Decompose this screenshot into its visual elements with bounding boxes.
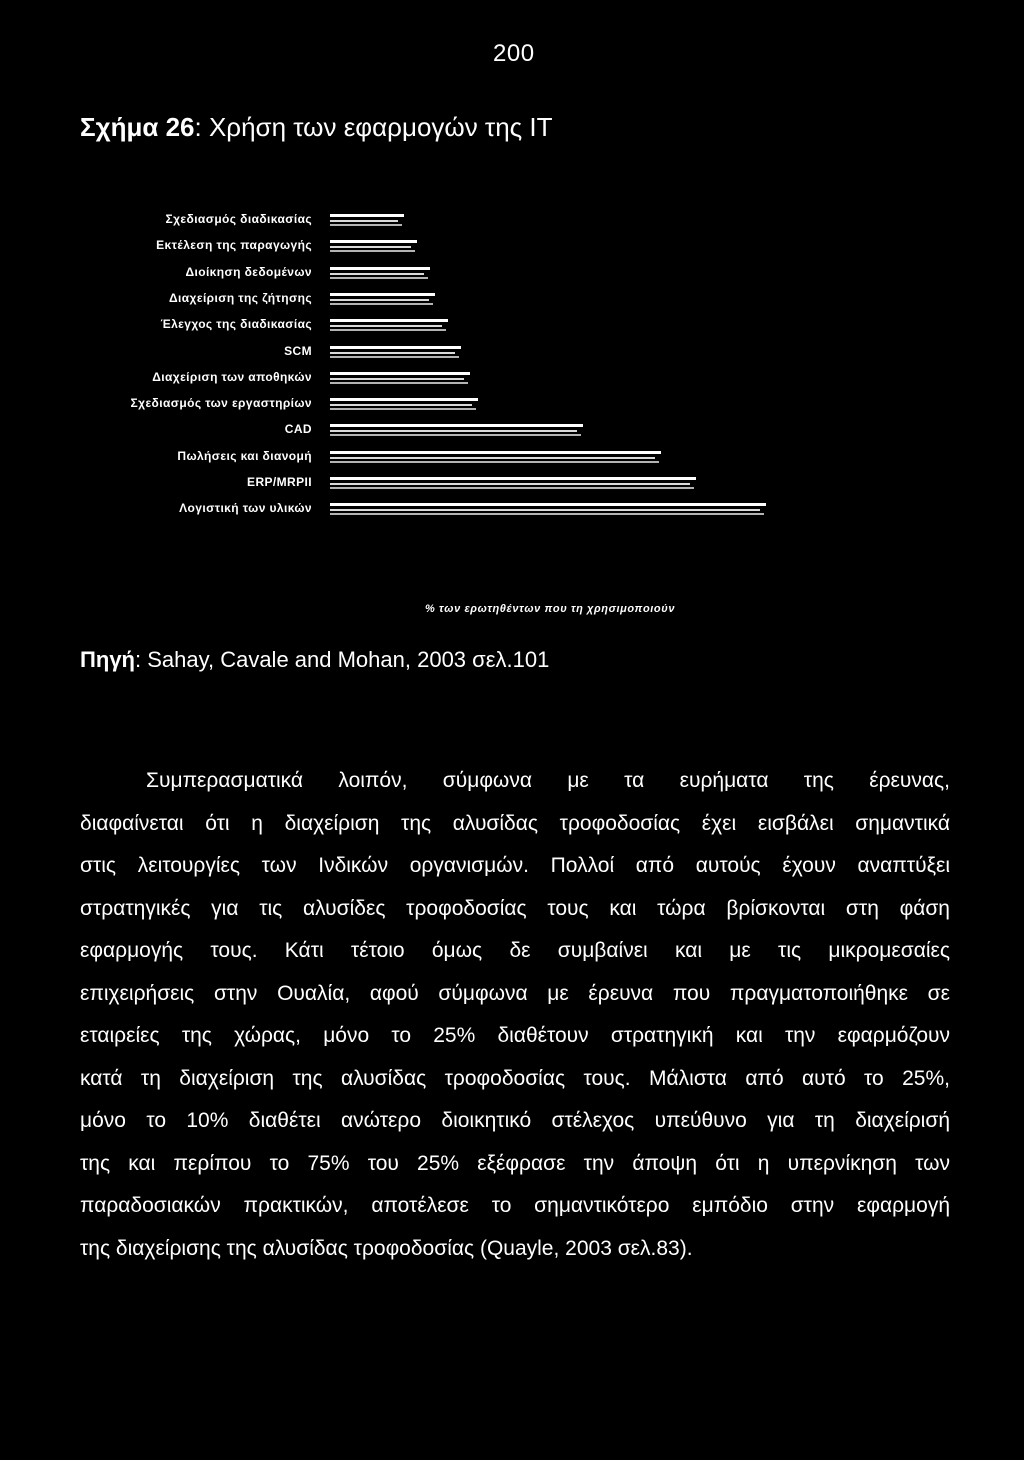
bar-stroke bbox=[330, 404, 472, 406]
bar-stroke bbox=[330, 434, 581, 436]
bar-stroke bbox=[330, 214, 404, 217]
bar-stroke bbox=[330, 329, 446, 331]
bar-stroke bbox=[330, 424, 583, 427]
bar-stroke bbox=[330, 319, 448, 322]
bar-stroke bbox=[330, 408, 476, 410]
bar-stroke bbox=[330, 346, 461, 349]
bar-stroke bbox=[330, 267, 430, 270]
bar bbox=[330, 267, 430, 279]
figure-title-number: Σχήμα 26 bbox=[80, 112, 195, 142]
paragraph-line: παραδοσιακών πρακτικών, αποτέλεσε το σημαντικότερο εμπόδιο στην εφαρμογή bbox=[80, 1194, 950, 1217]
bar-stroke bbox=[330, 250, 415, 252]
bar bbox=[330, 319, 448, 331]
paragraph-line: εταιρείες της χώρας, μόνο το 25% διαθέτουν στρατηγική και την εφαρμόζουν bbox=[80, 1024, 950, 1047]
paragraph-line: της διαχείρισης της αλυσίδας τροφοδοσίας (Quayle, 2003 σελ.83). bbox=[80, 1236, 693, 1260]
bar-stroke bbox=[330, 273, 424, 275]
body-paragraph bbox=[80, 760, 950, 1270]
x-axis-label: % των ερωτηθέντων που τη χρησιμοποιούν bbox=[425, 603, 676, 615]
bar-category-label: Σχεδιασμός των εργαστηρίων bbox=[130, 396, 312, 411]
bar-category-label: Σχεδιασμός διαδικασίας bbox=[165, 212, 312, 226]
bar-stroke bbox=[330, 240, 417, 243]
bar bbox=[330, 477, 696, 489]
paragraph-line: της και περίπου το 75% του 25% εξέφρασε την άποψη ότι η υπερνίκηση των bbox=[80, 1151, 950, 1175]
paragraph-line: Συμπερασματικά λοιπόν, σύμφωνα με τα ευρήματα της έρευνας, bbox=[146, 769, 950, 792]
paragraph-line: κατά τη διαχείριση της αλυσίδας τροφοδοσίας τους. Μάλιστα από αυτό το 25%, bbox=[80, 1066, 950, 1090]
bar-category-label: ERP/MRPII bbox=[247, 475, 312, 489]
bar-category-label: Εκτέλεση της παραγωγής bbox=[156, 238, 312, 253]
bar-stroke bbox=[330, 503, 766, 506]
bar bbox=[330, 240, 417, 252]
page-number: 200 bbox=[493, 40, 535, 67]
bar-category-label: Λογιστική των υλικών bbox=[179, 501, 312, 516]
bar bbox=[330, 503, 766, 515]
bar-stroke bbox=[330, 372, 470, 375]
bar bbox=[330, 214, 404, 226]
bar-stroke bbox=[330, 246, 411, 248]
bar-stroke bbox=[330, 398, 478, 401]
bar-stroke bbox=[330, 303, 433, 305]
bar-category-label: Διαχείριση της ζήτησης bbox=[169, 290, 312, 305]
bar-stroke bbox=[330, 382, 468, 384]
figure-title-text: : Χρήση των εφαρμογών της IT bbox=[194, 112, 553, 142]
bar-stroke bbox=[330, 378, 464, 380]
bar-stroke bbox=[330, 224, 402, 226]
bar-category-label: CAD bbox=[284, 422, 312, 437]
paragraph-line: εφαρμογής τους. Κάτι τέτοιο όμως δε συμβαίνει και με τις μικρομεσαίες bbox=[80, 939, 950, 962]
paragraph-line: στρατηγικές για τις αλυσίδες τροφοδοσίας τους και τώρα βρίσκονται στη φάση bbox=[80, 896, 950, 920]
bar bbox=[330, 451, 661, 463]
bar-stroke bbox=[330, 325, 442, 327]
paragraph-line: διαφαίνεται ότι η διαχείριση της αλυσίδας τροφοδοσίας έχει εισβάλει σημαντικά bbox=[80, 811, 950, 835]
bar-stroke bbox=[330, 352, 455, 354]
bar-category-label: SCM bbox=[284, 343, 312, 358]
bar bbox=[330, 398, 478, 410]
paragraph-line: μόνο το 10% διαθέτει ανώτερο διοικητικό στέλεχος υπεύθυνο για τη διαχείρισή bbox=[80, 1109, 950, 1132]
bar-stroke bbox=[330, 299, 429, 301]
source-text: : Sahay, Cavale and Mohan, 2003 σελ.101 bbox=[135, 647, 550, 672]
figure-title bbox=[80, 112, 553, 143]
bar-category-label: Διαχείριση των αποθηκών bbox=[152, 369, 312, 384]
bar bbox=[330, 372, 470, 384]
bar bbox=[330, 293, 435, 305]
bar bbox=[330, 346, 461, 358]
bar-stroke bbox=[330, 356, 459, 358]
paragraph-line: στις λειτουργίες των Ινδικών οργανισμών. Πολλοί από αυτούς έχουν αναπτύξει bbox=[80, 854, 950, 877]
bar-category-label: Διοίκηση δεδομένων bbox=[185, 264, 312, 279]
bar-stroke bbox=[330, 293, 435, 296]
bar bbox=[330, 424, 583, 436]
bar-category-label: Πωλήσεις και διανομή bbox=[177, 448, 312, 463]
bar-category-label: Έλεγχος της διαδικασίας bbox=[160, 317, 312, 332]
figure-source bbox=[80, 647, 549, 673]
bar-stroke bbox=[330, 461, 659, 463]
paragraph-line: επιχειρήσεις στην Ουαλία, αφού σύμφωνα με έρευνα που πραγματοποιήθηκε σε bbox=[80, 981, 950, 1005]
bar-stroke bbox=[330, 277, 428, 279]
source-label: Πηγή bbox=[80, 647, 135, 672]
bar-stroke bbox=[330, 509, 760, 511]
bar-stroke bbox=[330, 483, 690, 485]
bar-chart bbox=[0, 200, 1024, 630]
bar-stroke bbox=[330, 513, 764, 515]
bar-stroke bbox=[330, 487, 694, 489]
bar-stroke bbox=[330, 430, 577, 432]
bar-stroke bbox=[330, 220, 398, 222]
bar-stroke bbox=[330, 477, 696, 480]
bar-stroke bbox=[330, 451, 661, 454]
bar-stroke bbox=[330, 457, 655, 459]
